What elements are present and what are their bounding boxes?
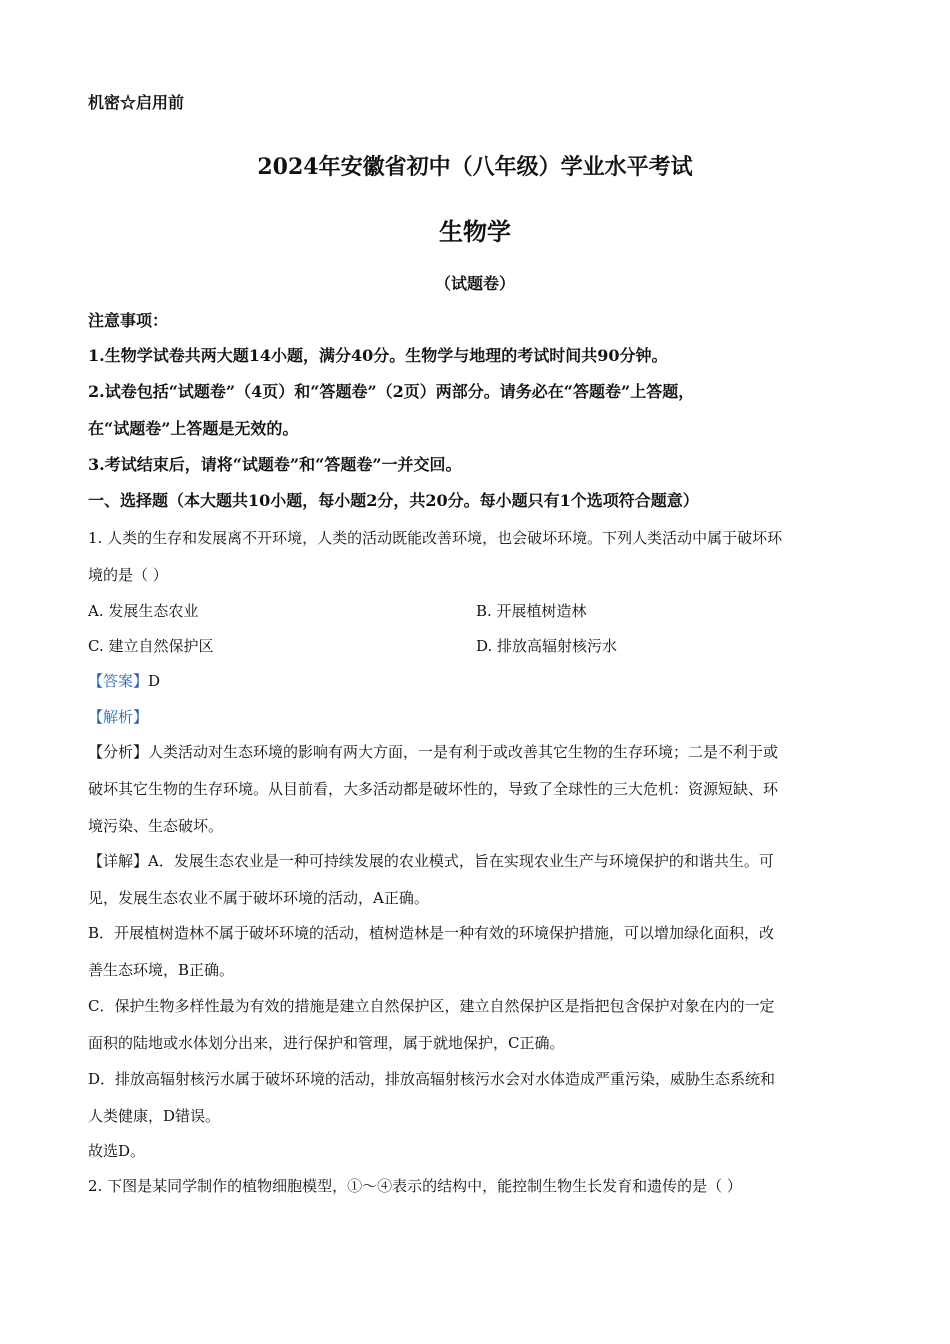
- xiangjie-a-line-2: 见，发展生态农业不属于破坏环境的活动，A正确。: [88, 889, 429, 907]
- exam-title: 2024年安徽省初中（八年级）学业水平考试: [257, 154, 693, 180]
- analysis-tag: 【解析】: [88, 708, 149, 726]
- fenxi-tag: 【分析】: [88, 743, 149, 761]
- q1-option-d: D. 排放高辐射核污水: [476, 637, 618, 655]
- xiangjie-a-line-1: [88, 850, 868, 872]
- q1-option-b: B. 开展植树造林: [476, 602, 587, 620]
- xiangjie-a-text-1: A．发展生态农业是一种可持续发展的农业模式，旨在实现农业生产与环境保护的和谐共生。可: [148, 852, 774, 870]
- notice-item-1: 1.生物学试卷共两大题14小题，满分40分。生物学与地理的考试时间共90分钟。: [88, 346, 668, 365]
- xiangjie-c-line-1: C．保护生物多样性最为有效的措施是建立自然保护区，建立自然保护区是指把包含保护对象在内的一定: [88, 997, 775, 1015]
- xiangjie-b-line-1: B．开展植树造林不属于破坏环境的活动，植树造林是一种有效的环境保护措施，可以增加绿化面积，改: [88, 924, 775, 942]
- fenxi-line-3: 境污染、生态破坏。: [88, 817, 224, 835]
- fenxi-line-1: [88, 741, 868, 763]
- fenxi-line-2: 破坏其它生物的生存环境。从目前看，大多活动都是破坏性的，导致了全球性的三大危机：资源短缺、环: [88, 780, 779, 798]
- notice-item-3: 3.考试结束后，请将“试题卷”和“答题卷”一并交回。: [88, 455, 462, 474]
- xiangjie-c-line-2: 面积的陆地或水体划分出来，进行保护和管理，属于就地保护，C正确。: [88, 1034, 565, 1052]
- xiangjie-b-line-2: 善生态环境，B正确。: [88, 961, 235, 979]
- xiangjie-d-line-2: 人类健康，D错误。: [88, 1107, 221, 1125]
- notice-item-2-line-1: 2.试卷包括“试题卷”（4页）和“答题卷”（2页）两部分。请务必在“答题卷”上答题，: [88, 382, 695, 401]
- fenxi-text-1: 人类活动对生态环境的影响有两大方面，一是有利于或改善其它生物的生存环境；二是不利于或: [148, 743, 779, 761]
- q1-option-a: A. 发展生态农业: [88, 602, 199, 620]
- q1-stem-line-1: 1. 人类的生存和发展离不开环境，人类的活动既能改善环境，也会破坏环境。下列人类活动中属于破坏环: [88, 529, 783, 547]
- subject-title: 生物学: [439, 217, 511, 246]
- q1-option-c: C. 建立自然保护区: [88, 637, 214, 655]
- secret-label: 机密☆启用前: [88, 93, 185, 112]
- paper-type: （试题卷）: [434, 274, 515, 293]
- notice-heading: 注意事项：: [88, 311, 169, 330]
- answer-value: D: [148, 672, 161, 690]
- answer-tag: 【答案】: [88, 672, 149, 690]
- q2-stem: 2. 下图是某同学制作的植物细胞模型，①～④表示的结构中，能控制生物生长发育和遗传的是（ ）: [88, 1177, 742, 1195]
- xiangjie-d-line-1: D．排放高辐射核污水属于破坏环境的活动，排放高辐射核污水会对水体造成严重污染，威胁生态系统和: [88, 1070, 776, 1088]
- notice-item-2-line-2: 在“试题卷”上答题是无效的。: [88, 419, 299, 438]
- xiangjie-tag: 【详解】: [88, 852, 149, 870]
- q1-stem-line-2: 境的是（ ）: [88, 566, 168, 584]
- q1-conclusion: 故选D。: [88, 1142, 146, 1160]
- q1-answer: [88, 670, 868, 692]
- section-1-heading: 一、选择题（本大题共10小题，每小题2分，共20分。每小题只有1个选项符合题意）: [88, 491, 699, 510]
